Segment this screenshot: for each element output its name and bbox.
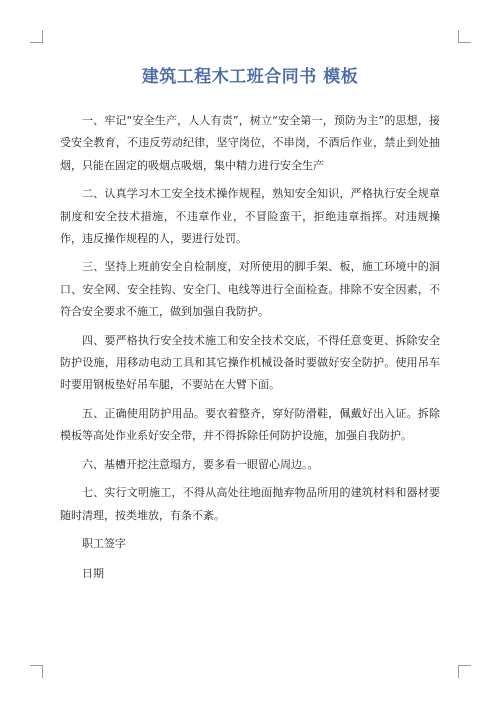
crop-mark-bottom-left: [30, 665, 43, 678]
date-label: 日期: [82, 566, 104, 580]
crop-mark-top-right: [458, 30, 471, 43]
crop-mark-bottom-right: [458, 665, 471, 678]
paragraph-2: 二、认真学习木工安全技术操作规程，熟知安全知识，严格执行安全规章制度和安全技术措施，不违章作业，不冒险蛮干，拒绝违章指挥。对违规操作，违反操作规程的人，要进行处罚。: [60, 187, 440, 246]
crop-mark-top-left: [30, 30, 43, 43]
paragraph-5: 五、正确使用防护用品。要衣着整齐，穿好防滑鞋，佩戴好出入证。拆除模板等高处作业系好安全带，并不得拆除任何防护设施，加强自我防护。: [60, 406, 440, 443]
paragraph-4: 四、要严格执行安全技术施工和安全技术交底，不得任意变更、拆除安全防护设施，用移动电动工具和其它操作机械设备时要做好安全防护。使用吊车时要用钢板垫好吊车腿，不要站在大臂下面。: [60, 333, 440, 392]
document-title: 建筑工程木工班合同书 模板: [141, 67, 359, 87]
signature-label: 职工签字: [82, 536, 126, 550]
paragraph-6: 六、基槽开挖注意塌方，要多看一眼留心周边。。: [82, 457, 319, 471]
paragraph-3: 三、坚持上班前安全自检制度，对所使用的脚手架、板，施工环境中的洞口、安全网、安全挂钩、安全门、电线等进行全面检查。排除不安全因素，不符合安全要求不施工，做到加强自我防护。: [60, 260, 440, 319]
paragraph-1: 一、牢记“安全生产，人人有责”，树立“安全第一，预防为主”的思想，接受安全教育，不违反劳动纪律，坚守岗位，不串岗，不酒后作业，禁止到处抽烟，只能在固定的吸烟点吸烟，集中精力进行安全生产: [60, 114, 440, 172]
paragraph-7: 七、实行文明施工，不得从高处往地面抛弃物品所用的建筑材料和器材要随时清理，按类堆放，有条不紊。: [60, 486, 440, 522]
document-body: [60, 110, 440, 593]
